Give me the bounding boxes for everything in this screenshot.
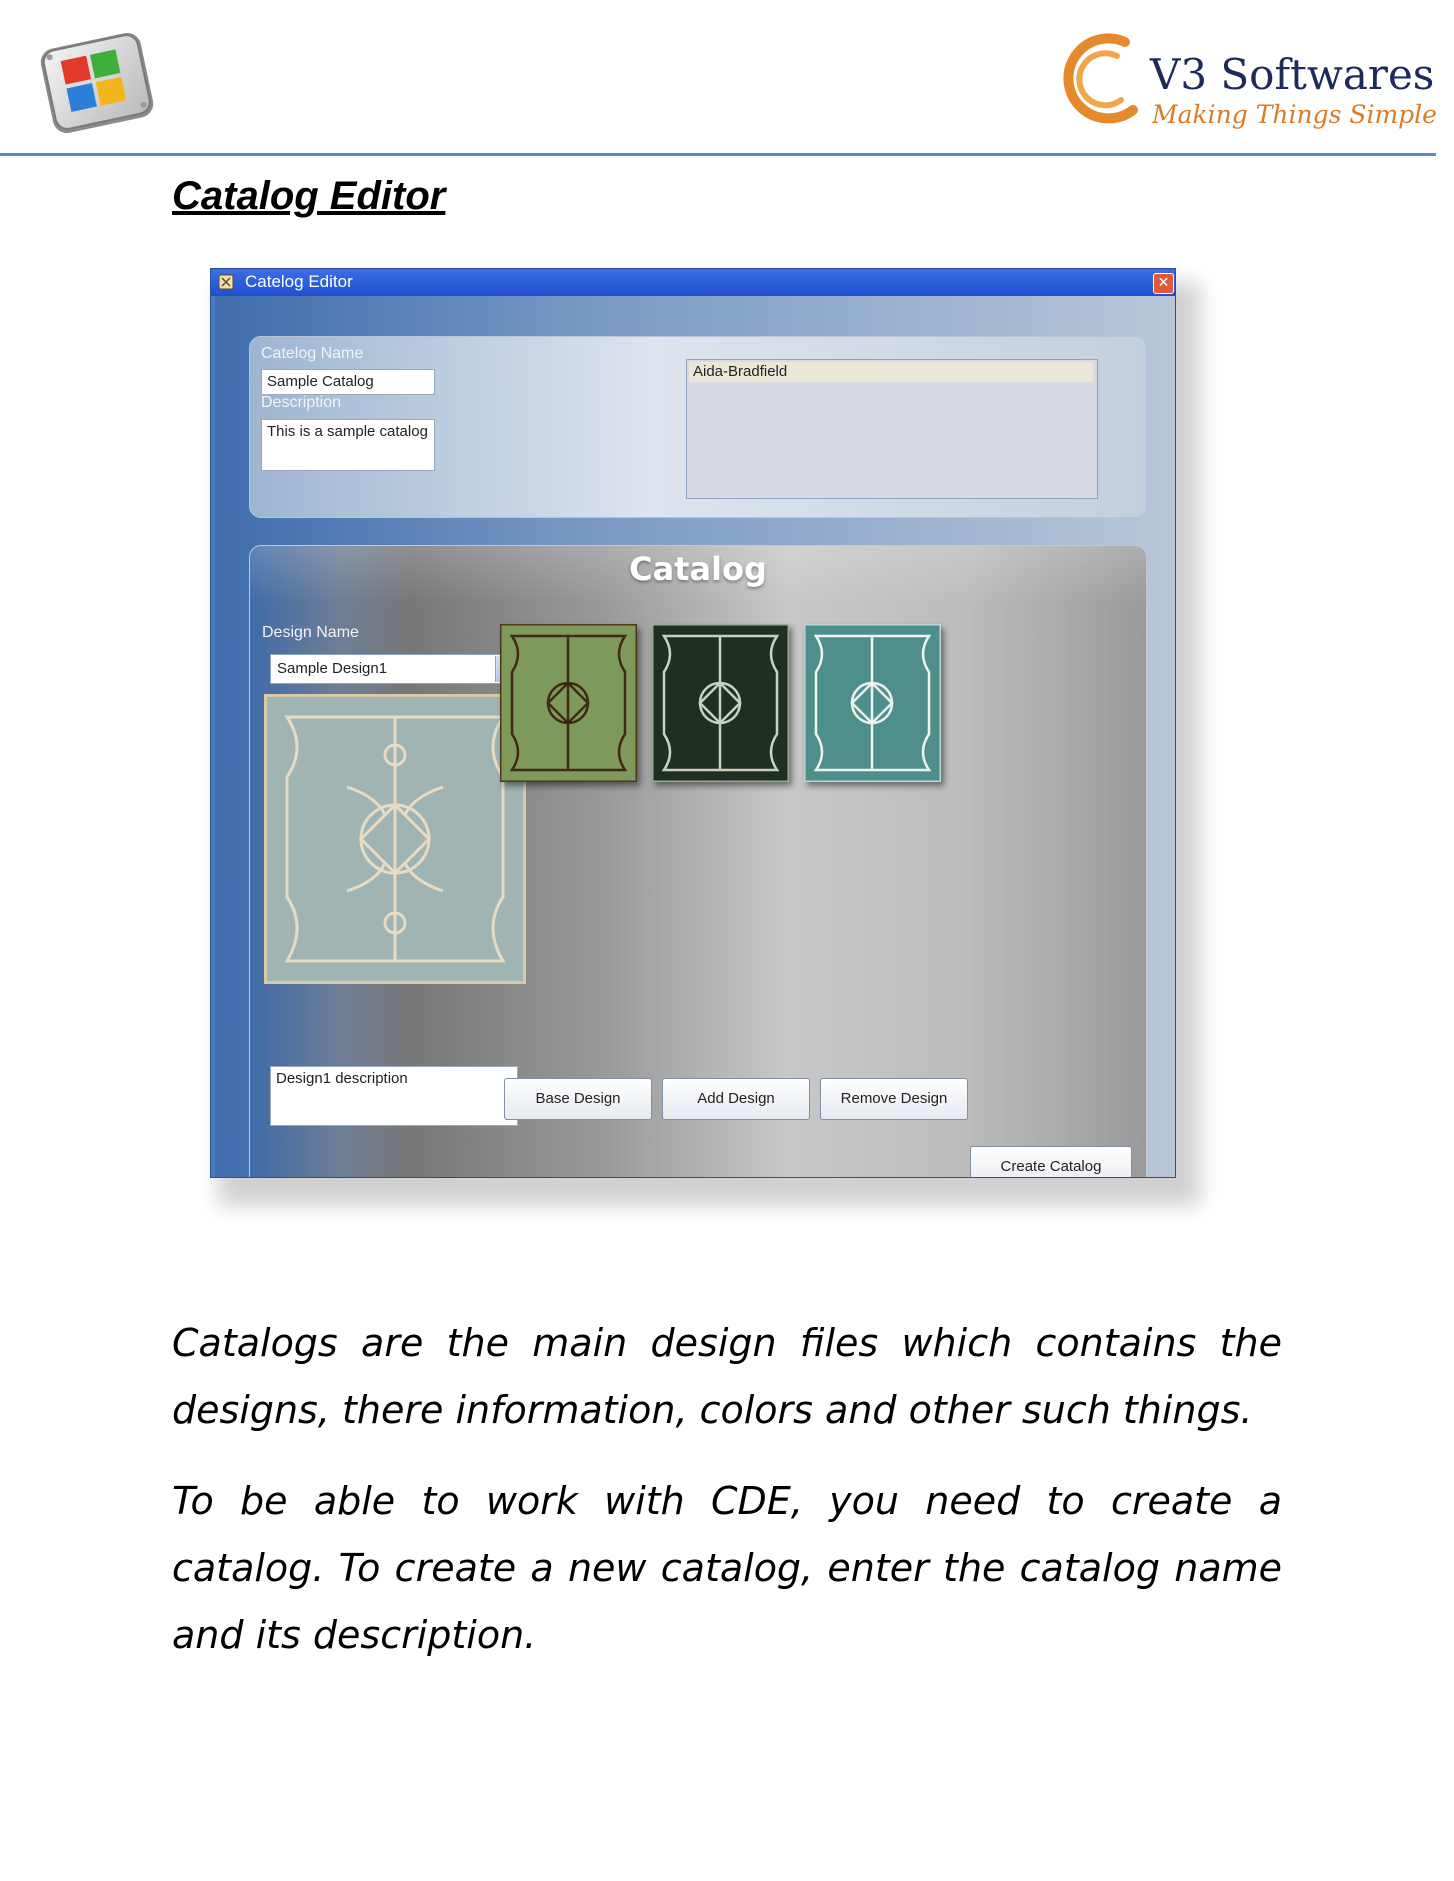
window-title: Catelog Editor — [245, 272, 353, 291]
window-titlebar[interactable] — [211, 269, 1175, 296]
brand-name: V3 Softwares — [1150, 50, 1435, 99]
paragraph-2: To be able to work with CDE, you need to create a catalog. To create a new catalog, enter the catalog name and its description. — [172, 1479, 1282, 1657]
catalog-panel — [249, 545, 1147, 1178]
catalog-header — [250, 546, 1146, 604]
rug-pattern-icon — [267, 697, 523, 981]
paragraph-1: Catalogs are the main design files which contains the designs, there information, colors and other such things. — [172, 1321, 1282, 1432]
add-design-button[interactable]: Add Design — [662, 1078, 810, 1120]
design-description-input[interactable]: Design1 description — [270, 1066, 518, 1126]
list-item[interactable]: Aida-Bradfield — [689, 362, 1093, 382]
close-button[interactable]: ✕ — [1153, 273, 1174, 294]
catalog-name-label: Catelog Name — [261, 345, 364, 362]
design-name-label: Design Name — [262, 624, 359, 641]
catalog-listbox[interactable] — [686, 359, 1098, 499]
header-divider — [0, 153, 1436, 156]
description-label: Description — [261, 394, 342, 411]
design-name-select[interactable] — [270, 654, 518, 684]
design-thumbnail-3[interactable] — [804, 624, 941, 782]
create-catalog-button[interactable]: Create Catalog — [970, 1146, 1132, 1178]
remove-design-button[interactable]: Remove Design — [820, 1078, 968, 1120]
catalog-info-panel — [249, 336, 1147, 518]
description-input[interactable]: This is a sample catalog — [261, 419, 435, 471]
window-body — [215, 296, 1175, 1177]
design-name-value: Sample Design1 — [277, 660, 388, 677]
brand-logo — [1055, 30, 1445, 130]
brand-swirl-icon — [1055, 30, 1145, 130]
base-design-button[interactable]: Base Design — [504, 1078, 652, 1120]
rug-thumbnail-icon — [652, 624, 789, 782]
design-thumbnail-1[interactable] — [500, 624, 637, 782]
section-title: Catalog Editor — [172, 174, 446, 218]
catalog-editor-window — [210, 268, 1176, 1178]
app-logo-icon — [36, 28, 158, 138]
design-preview-image — [264, 694, 526, 984]
window-app-icon — [218, 274, 234, 290]
catalog-name-input[interactable]: Sample Catalog — [261, 369, 435, 395]
catalog-heading: Catalog — [629, 550, 767, 588]
brand-tagline: Making Things Simple — [1152, 100, 1437, 129]
rug-thumbnail-icon — [804, 624, 941, 782]
page-header — [0, 0, 1454, 156]
design-thumbnail-2[interactable] — [652, 624, 789, 782]
rug-thumbnail-icon — [500, 624, 637, 782]
